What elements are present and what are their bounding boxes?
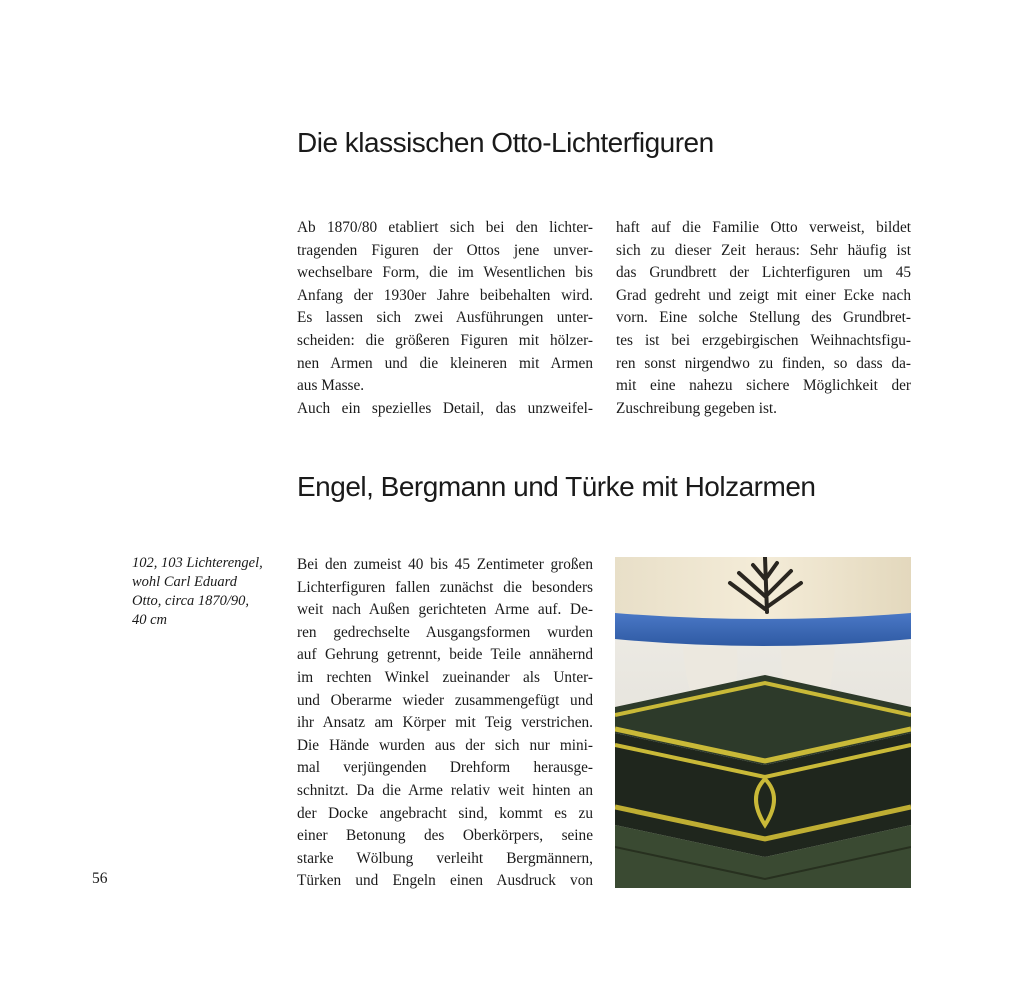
text-line: sich zu dieser Zeit heraus: Sehr häufig ist bbox=[616, 241, 911, 259]
text-line: nen Armen und die kleineren mit Armen bbox=[297, 354, 593, 372]
text-line: auf Gehrung getrennt, beide Teile annähernd bbox=[297, 646, 593, 664]
text-line: ren sonst nirgendwo zu finden, so dass da- bbox=[616, 354, 911, 372]
text-line: tragenden Figuren der Ottos jene unver- bbox=[297, 241, 593, 259]
text-line: ihr Ansatz am Körper mit Teig verstrichen. bbox=[297, 714, 593, 732]
section-heading-otto-lichterfiguren: Die klassischen Otto-Lichterfiguren bbox=[297, 127, 714, 158]
section-heading-holzarmen: Engel, Bergmann und Türke mit Holzarmen bbox=[297, 471, 816, 502]
caption-line: 40 cm bbox=[132, 612, 168, 628]
text-line: vorn. Eine solche Stellung des Grundbret- bbox=[616, 309, 911, 327]
text-line: tes ist bei erzgebirgischen Weihnachtsfigu- bbox=[616, 331, 911, 349]
figure-photo-lichterengel bbox=[615, 557, 911, 888]
text-line: Es lassen sich zwei Ausführungen unter- bbox=[297, 309, 593, 327]
text-line: im rechten Winkel zueinander als Unter- bbox=[297, 668, 593, 686]
text-line: wechselbare Form, die im Wesentlichen bis bbox=[297, 264, 593, 282]
section1-column-right bbox=[616, 217, 911, 420]
text-line: Türken und Engeln einen Ausdruck von bbox=[297, 872, 593, 890]
text-line: Auch ein spezielles Detail, das unzweifel- bbox=[297, 399, 593, 417]
text-line: mit eine nahezu sichere Möglichkeit der bbox=[616, 377, 911, 395]
text-line: der Docke angebracht sind, kommt es zu bbox=[297, 804, 593, 822]
caption-line: Otto, circa 1870/90, bbox=[132, 593, 250, 609]
text-line: mal verjüngenden Drehform herausge- bbox=[297, 759, 593, 777]
text-line: Zuschreibung gegeben ist. bbox=[616, 399, 777, 417]
text-line: Anfang der 1930er Jahre beibehalten wird. bbox=[297, 286, 593, 304]
page-number: 56 bbox=[92, 870, 108, 887]
section2-column-left bbox=[297, 554, 593, 893]
text-line: Lichterfiguren fallen zunächst die besonders bbox=[297, 578, 593, 596]
caption-line: 102, 103 Lichterengel, bbox=[132, 555, 263, 571]
figure-caption bbox=[132, 554, 282, 630]
text-line: haft auf die Familie Otto verweist, bildet bbox=[616, 219, 911, 236]
text-line: Grad gedreht und zeigt mit einer Ecke nach bbox=[616, 286, 911, 304]
text-line: aus Masse. bbox=[297, 377, 365, 395]
text-line: Bei den zumeist 40 bis 45 Zentimeter großen bbox=[297, 556, 593, 573]
text-line: und Oberarme wieder zusammengefügt und bbox=[297, 691, 593, 709]
text-line: Die Hände wurden aus der sich nur mini- bbox=[297, 736, 593, 754]
section1-column-left bbox=[297, 217, 593, 420]
text-line: scheiden: die größeren Figuren mit hölzer- bbox=[297, 331, 593, 349]
text-line: einer Betonung des Oberkörpers, seine bbox=[297, 827, 593, 845]
text-line: Ab 1870/80 etabliert sich bei den lichter- bbox=[297, 219, 593, 236]
caption-line: wohl Carl Eduard bbox=[132, 574, 238, 590]
text-line: ren gedrechselte Ausgangsformen wurden bbox=[297, 623, 593, 641]
text-line: weit nach Außen gerichteten Arme auf. De- bbox=[297, 601, 593, 619]
text-line: das Grundbrett der Lichterfiguren um 45 bbox=[616, 264, 911, 282]
text-line: starke Wölbung verleiht Bergmännern, bbox=[297, 849, 593, 867]
text-line: schnitzt. Da die Arme relativ weit hinten an bbox=[297, 781, 593, 799]
